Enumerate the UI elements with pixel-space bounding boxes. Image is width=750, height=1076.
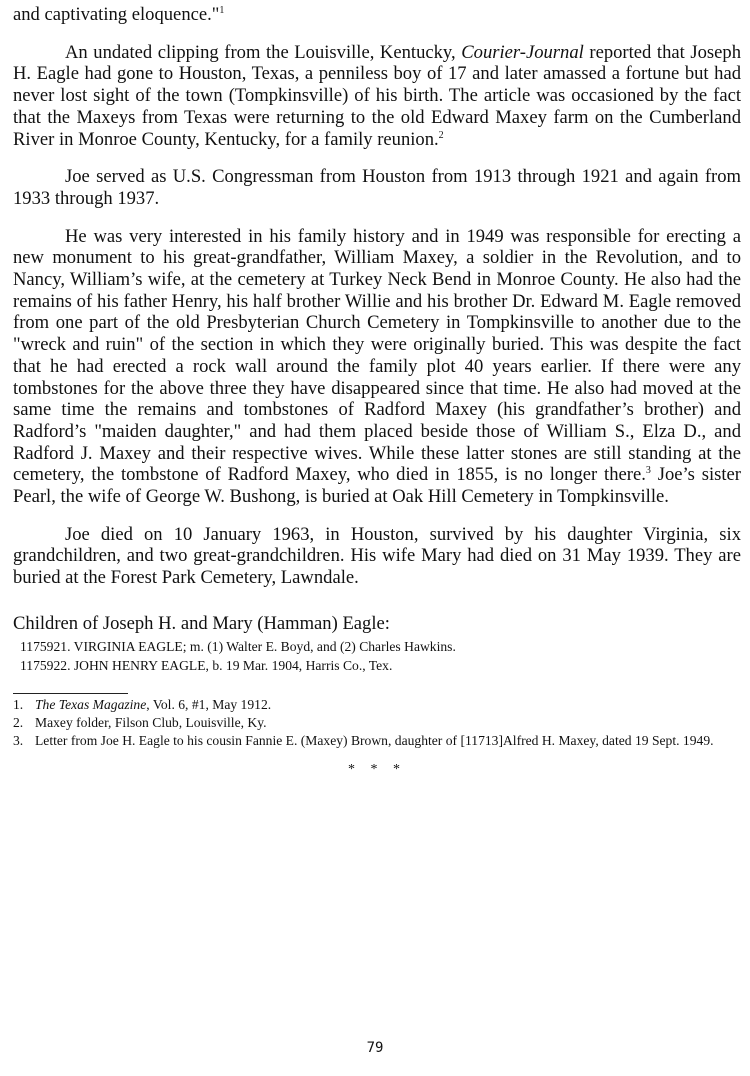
paragraph-congressman: Joe served as U.S. Congressman from Houston from 1913 through 1921 and again from 1933 through 1937. [13, 166, 741, 209]
footnote-3: 3. Letter from Joe H. Eagle to his cousin Fannie E. (Maxey) Brown, daughter of [11713]Alfred H. Maxey, dated 19 Sept. 1949. [13, 732, 714, 748]
section-separator: * * * [348, 761, 406, 777]
document-page [13, 4, 741, 778]
paragraph-clipping: An undated clipping from the Louisville, Kentucky, Courier-Journal reported that Joseph H. Eagle had gone to Houston, Texas, a penniless boy of 17 and later amassed a fortune but had never lost sight of the town (Tompkinsville) of his birth. The article was occasioned by the fact that the Maxeys from Texas were returning to the old Edward Maxey farm on the Cumberland River in Monroe County, Kentucky, for a family reunion.$^2$ [13, 41, 742, 150]
page-number: 79 [366, 1040, 384, 1056]
child-entry: 1175921. VIRGINIA EAGLE; m. (1) Walter E. Boyd, and (2) Charles Hawkins. [20, 638, 456, 654]
children-list [13, 637, 741, 675]
paragraph-continuation: and captivating eloquence."$^1$ [13, 4, 225, 25]
footnote-ref-1: 1 [219, 5, 225, 16]
footnote-divider [13, 693, 128, 694]
footnotes-list [13, 696, 741, 750]
paragraph-family-history: He was very interested in his family history and in 1949 was responsible for erecting a new monument to his great-grandfather, William Maxey, a soldier in the Revolution, and to Nancy, William’s wife, at the cemetery at Turkey Neck Bend in Monroe County. He also had the remains of his father Henry, his half brother Willie and his brother Dr. Edward M. Eagle removed from one part of the old Presbyterian Church Cemetery in Tompkinsville to another due to the "wreck and ruin" of the section in which they were originally buried. This was despite the fact that he had erected a rock wall around the family plot 40 years earlier. If there were any tombstones for the above three they have disappeared since that time. He also had moved at the same time the remains and tombstones of Radford Maxey (his grandfather’s brother) and Radford’s "maiden daughter," and had them placed beside those of William S., Elza D., and Radford J. Maxey and their respective wives. While these latter stones are still standing at the cemetery, the tombstone of Radford Maxey, who died in 1855, is no longer there.$^3$ Joe’s sister Pearl, the wife of George W. Bushong, is buried at Oak Hill Cemetery in Tompkinsville. [13, 225, 741, 508]
children-section [13, 613, 741, 675]
footnote-2: 2. Maxey folder, Filson Club, Louisville, Ky. [13, 714, 267, 730]
footnote-ref-2: 2 [438, 129, 444, 141]
footnote-ref-3: 3 [645, 465, 651, 477]
paragraph-death: Joe died on 10 January 1963, in Houston, survived by his daughter Virginia, six grandchildren, and two great-grandchildren. His wife Mary had died on 31 May 1939. They are buried at the Forest Park Cemetery, Lawndale. [13, 523, 741, 589]
children-heading: Children of Joseph H. and Mary (Hamman) Eagle: [13, 612, 390, 634]
footnote-1: 1. The Texas Magazine, Vol. 6, #1, May 1912. [13, 696, 272, 712]
newspaper-title: Courier-Journal [461, 41, 584, 63]
child-entry: 1175922. JOHN HENRY EAGLE, b. 19 Mar. 1904, Harris Co., Tex. [20, 657, 393, 673]
